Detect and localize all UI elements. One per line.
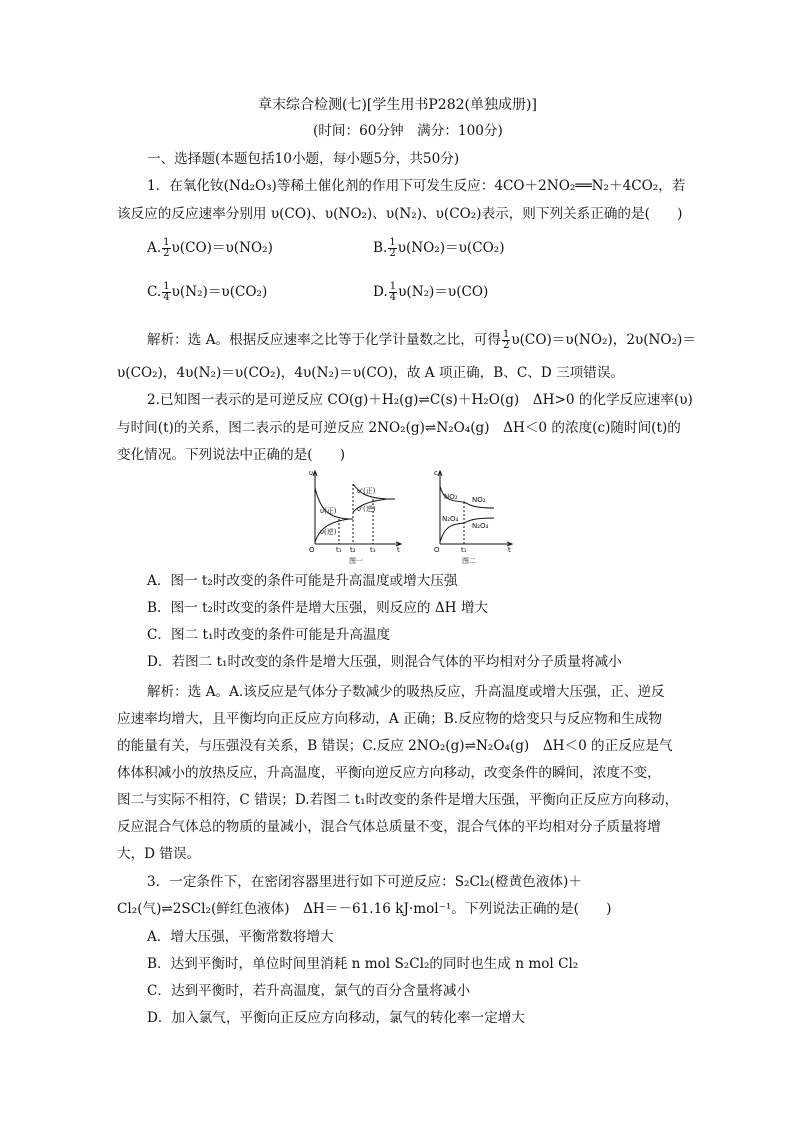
fraction: $\frac{1}{2}$: [389, 237, 396, 259]
q2-solution-line: 体体积减小的放热反应，升高温度，平衡向逆反应方向移动，改变条件的瞬间，浓度不变，: [117, 765, 661, 781]
q2-stem-line3: 变化情况。下列说法中正确的是( ): [117, 447, 346, 463]
section-heading: 一、选择题(本题包括10小题，每小题5分，共50分): [147, 151, 460, 167]
q3-option-b: B．达到平衡时，单位时间里消耗 n mol S₂Cl₂的同时也生成 n mol Cl₂: [147, 956, 579, 972]
q1-stem-line1: 1．在氧化钕(Nd₂O₃)等稀土催化剂的作用下可发生反应：4CO＋2NO₂══N₂＋4CO₂，若: [147, 178, 686, 194]
q3-option-c: C．达到平衡时，若升高温度，氯气的百分含量将减小: [147, 983, 471, 999]
n2o4-curve-before: [440, 523, 464, 542]
tick-t1: t₁: [461, 546, 467, 554]
q2-option-b: B．图一 t₂时改变的条件是增大压强，则反应的 ΔH 增大: [147, 600, 489, 616]
figure-two: [430, 468, 520, 572]
q1-solution-line2: υ(CO₂)，4υ(N₂)＝υ(CO₂)，4υ(N₂)＝υ(CO)，故 A 项正确，B、C、D 三项错误。: [117, 365, 625, 381]
figure-one: [305, 468, 405, 572]
q2-solution-line: 的能量有关，与压强没有关系，B 错误；C.反应 2NO₂(g)⇌N₂O₄(g) ΔH＜0 的正反应是气: [117, 738, 673, 754]
q1-option-d: D. $\frac{1}{4}$ υ(N₂)＝υ(CO): [373, 281, 489, 303]
label-n2o4-after: N₂O₄: [472, 522, 489, 530]
q1-option-a: A. $\frac{1}{2}$ υ(CO)＝υ(NO₂): [147, 237, 273, 259]
q3-option-d: D．加入氯气，平衡向正反应方向移动，氯气的转化率一定增大: [147, 1010, 525, 1026]
tick-t1: t₁: [336, 546, 342, 554]
q2-stem-line2: 与时间(t)的关系，图二表示的是可逆反应 2NO₂(g)⇌N₂O₄(g) ΔH＜0 的浓度(c)随时间(t)的: [117, 420, 681, 436]
q1-stem-line2: 该反应的反应速率分别用 υ(CO)、υ(NO₂)、υ(N₂)、υ(CO₂)表示，则下列关系正确的是( ): [117, 206, 683, 222]
figure-caption: 图一: [349, 557, 363, 565]
page-title: 章末综合检测(七)[学生用书P282(单独成册)]: [258, 97, 537, 113]
label-reverse-rate: υ(逆): [320, 528, 337, 536]
q1-option-c: C. $\frac{1}{4}$ υ(N₂)＝υ(CO₂): [147, 281, 268, 303]
q2-option-d: D．若图二 t₁时改变的条件是增大压强，则混合气体的平均相对分子质量将减小: [147, 654, 622, 670]
q2-solution-line: 应速率均增大，且平衡均向正反应方向移动，A 正确；B.反应物的焓变只与反应物和生成物: [117, 711, 663, 727]
q2-solution-line: 反应混合气体总的物质的量减小，混合气体总质量不变，混合气体的平均相对分子质量将增: [117, 819, 661, 835]
q1-option-b: B. $\frac{1}{2}$ υ(NO₂)＝υ(CO₂): [373, 237, 505, 259]
tick-t3: t₃: [370, 546, 376, 554]
fraction: $\frac{1}{4}$: [389, 281, 397, 303]
origin-label: O: [309, 546, 315, 554]
label-no2-before: NO₂: [444, 493, 458, 501]
label-new-forward-rate: υ'(正): [357, 487, 376, 495]
label-n2o4-before: N₂O₄: [442, 515, 459, 523]
label-no2-after: NO₂: [472, 496, 486, 504]
x-axis-label: t: [508, 546, 511, 554]
exam-time-info: (时间：60分钟 满分：100分): [313, 123, 503, 139]
y-axis-label: υ: [309, 469, 314, 477]
q2-solution-line: 解析：选 A。A.该反应是气体分子数减少的吸热反应，升高温度或增大压强，正、逆反: [147, 684, 665, 700]
q2-option-c: C．图二 t₁时改变的条件可能是升高温度: [147, 627, 391, 643]
label-forward-rate: υ(正): [320, 507, 337, 515]
q1-solution-line1: 解析：选 A。根据反应速率之比等于化学计量数之比，可得 $\frac{1}{2}$ υ(CO)＝υ(NO₂)，2υ(NO₂)＝: [147, 329, 696, 351]
q3-stem-line2: Cl₂(气)⇌2SCl₂(鲜红色液体) ΔH＝－61.16 kJ·mol⁻¹。下列说法正确的是( ): [117, 901, 612, 917]
figure-caption: 图二: [462, 557, 476, 565]
q2-solution-line: 大，D 错误。: [117, 846, 201, 862]
label-new-reverse-rate: υ'(逆): [357, 505, 376, 513]
x-axis-label: t: [397, 546, 400, 554]
y-axis-label: c: [434, 469, 438, 477]
origin-label: O: [434, 546, 440, 554]
q3-option-a: A．增大压强，平衡常数将增大: [147, 929, 334, 945]
q3-stem-line1: 3．一定条件下，在密闭容器里进行如下可逆反应：S₂Cl₂(橙黄色液体)＋: [147, 874, 582, 890]
q2-solution-line: 图二与实际不相符，C 错误；D.若图二 t₁时改变的条件是增大压强，平衡向正反应方向移动，: [117, 792, 679, 808]
fraction: $\frac{1}{2}$: [502, 329, 510, 351]
fraction: $\frac{1}{2}$: [163, 237, 170, 259]
q2-option-a: A．图一 t₂时改变的条件可能是升高温度或增大压强: [147, 573, 458, 589]
q2-stem-line1: 2.已知图一表示的是可逆反应 CO(g)＋H₂(g)⇌C(s)＋H₂O(g) ΔH>0 的化学反应速率(υ): [147, 392, 693, 408]
tick-t2: t₂: [350, 546, 356, 554]
fraction: $\frac{1}{4}$: [163, 281, 170, 303]
